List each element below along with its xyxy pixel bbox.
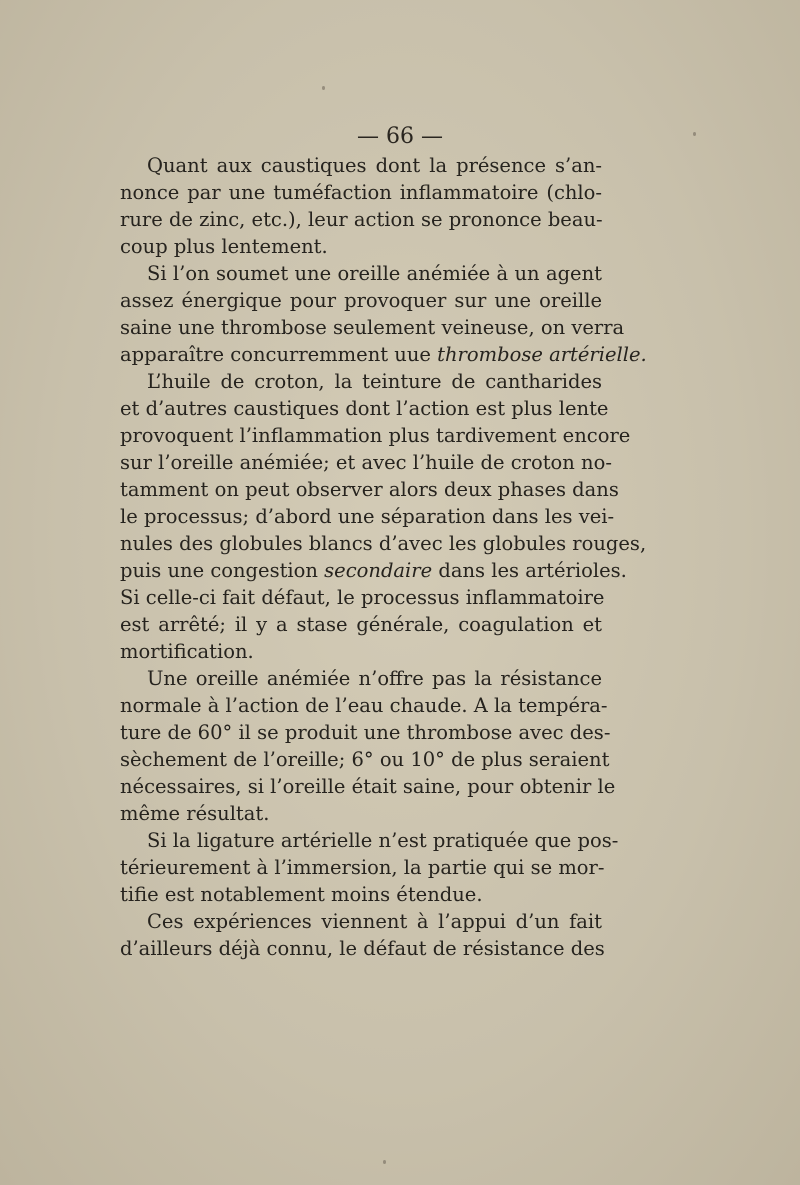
text-line: mortification. [120,640,254,663]
italic-term: secondaire [324,559,433,582]
text-line: Quant aux caustiques dont la présence s’an- [147,154,602,177]
text-segment: puis une congestion [120,559,325,582]
text-line: tifie est notablement moins étendue. [120,883,483,906]
text-segment: apparaître concurremment uue [120,343,438,366]
text-line: rure de zinc, etc.), leur action se prononce beau- [120,208,603,231]
page-number: — 66 — [357,124,443,149]
paper-speck [322,86,325,90]
paper-speck [383,1160,386,1164]
text-line: sèchement de l’oreille; 6° ou 10° de plus seraient [120,748,610,771]
text-line: saine une thrombose seulement veineuse, on verra [120,316,625,339]
text-line: provoquent l’inflammation plus tardivement encore [120,424,631,447]
text-line: normale à l’action de l’eau chaude. A la tempéra- [120,694,608,717]
text-line: nules des globules blancs d’avec les globules rouges, [120,532,647,555]
text-line: nécessaires, si l’oreille était saine, pour obtenir le [120,775,616,798]
text-line: et d’autres caustiques dont l’action est plus lente [120,397,609,420]
text-line: térieurement à l’immersion, la partie qui se mor- [120,856,605,879]
text-line: assez énergique pour provoquer sur une oreille [120,289,602,312]
text-line: Ces expériences viennent à l’appui d’un fait [147,910,602,933]
text-line: Une oreille anémiée n’offre pas la résistance [147,667,602,690]
text-line [120,341,647,368]
text-line: coup plus lentement. [120,235,328,258]
text-line: même résultat. [120,802,270,825]
text-line: tamment on peut observer alors deux phases dans [120,478,619,501]
text-line: sur l’oreille anémiée; et avec l’huile de croton no- [120,451,612,474]
text-line: L’huile de croton, la teinture de cantharides [147,370,602,393]
text-line: nonce par une tuméfaction inflammatoire (chlo- [120,181,602,204]
text-line: d’ailleurs déjà connu, le défaut de résistance des [120,937,605,960]
text-line: Si l’on soumet une oreille anémiée à un agent [147,262,602,285]
text-line: est arrêté; il y a stase générale, coagulation et [120,613,602,636]
text-segment: dans les artérioles. [432,559,627,582]
text-line: Si la ligature artérielle n’est pratiquée que pos- [147,829,619,852]
italic-term: thrombose artérielle. [437,343,647,366]
body-text [120,152,647,962]
paper-speck [693,132,696,136]
text-line: le processus; d’abord une séparation dans les vei- [120,505,615,528]
text-line [120,557,627,584]
text-line: Si celle-ci fait défaut, le processus inflammatoire [120,586,605,609]
text-line: ture de 60° il se produit une thrombose avec des- [120,721,611,744]
